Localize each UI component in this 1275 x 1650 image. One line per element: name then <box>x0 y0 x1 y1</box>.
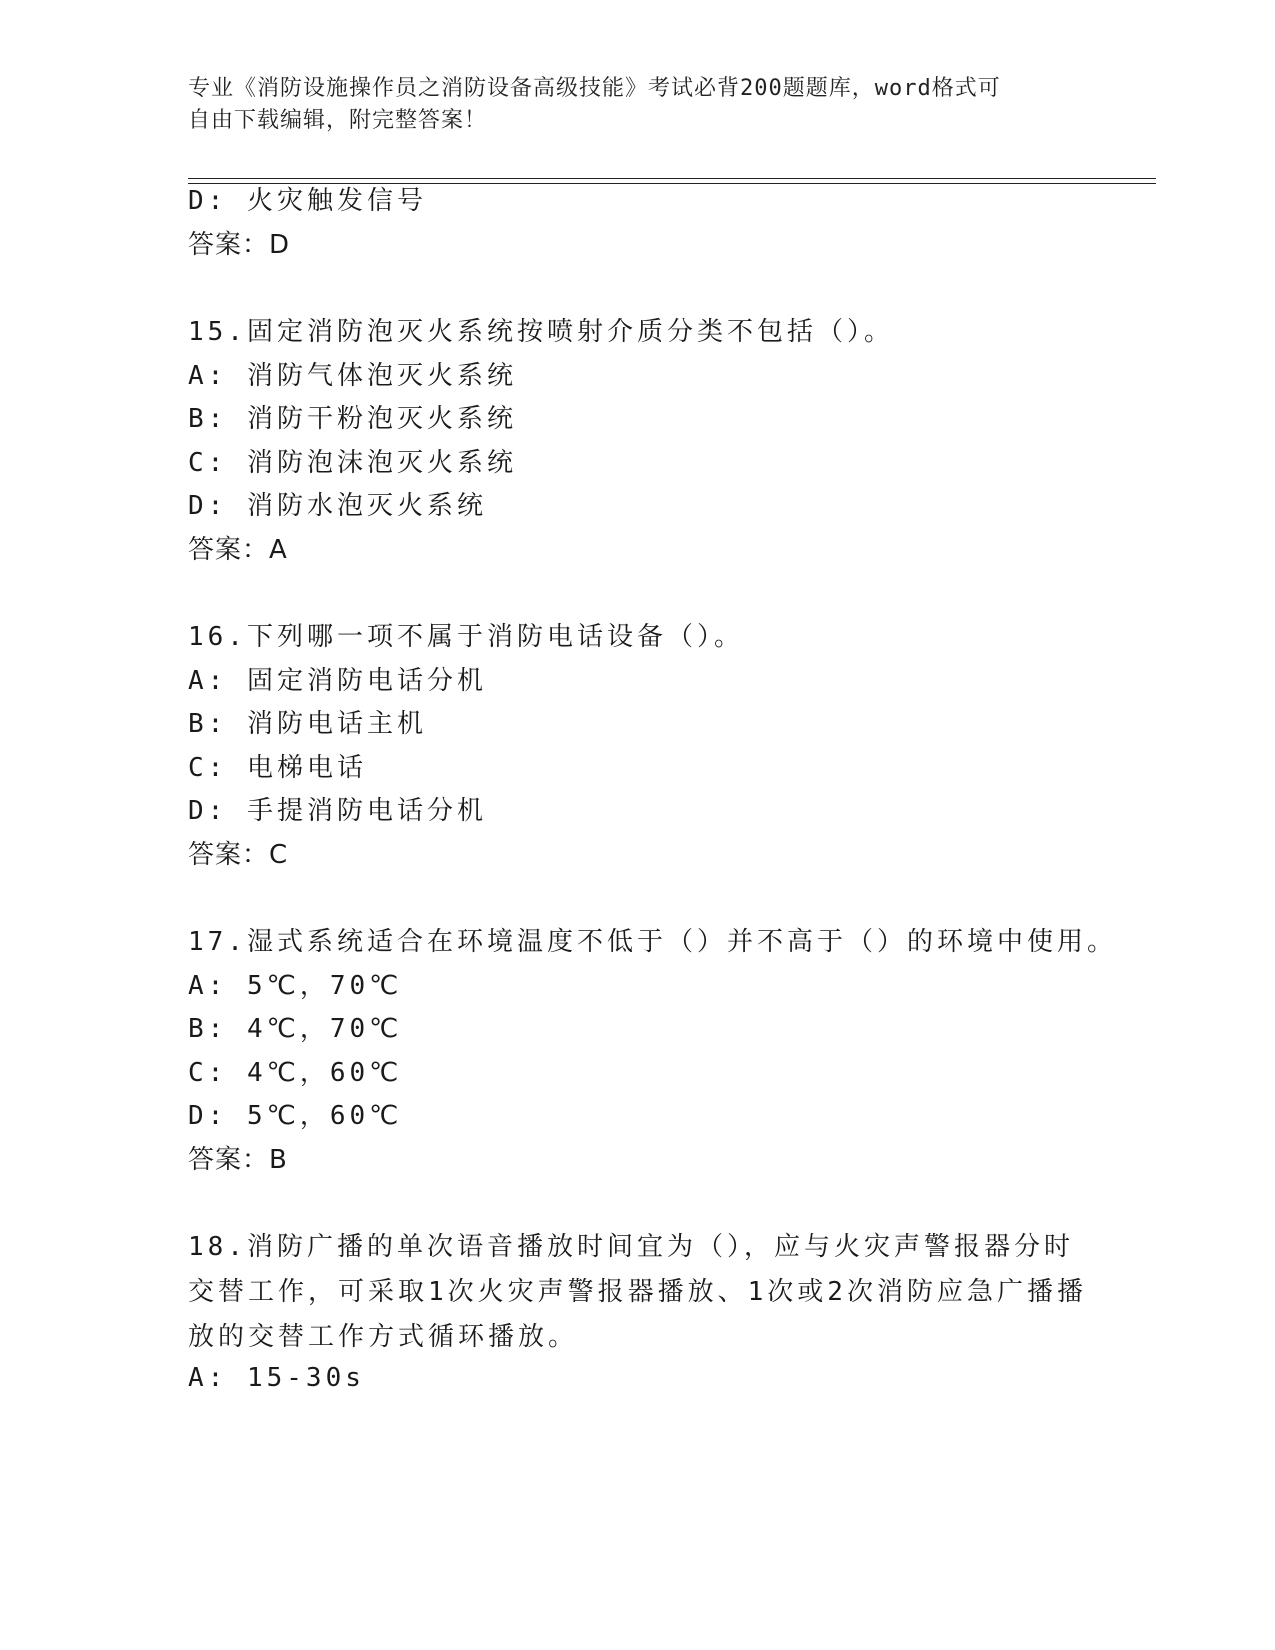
q16-option-d: D: 手提消防电话分机 <box>188 796 487 826</box>
q17-option-a: A: 5℃，70℃ <box>188 971 403 1001</box>
q16-option-b: B: 消防电话主机 <box>188 709 427 739</box>
q15-answer: 答案：A <box>188 535 288 565</box>
q17-answer: 答案：B <box>188 1145 288 1175</box>
q16-question: 16.下列哪一项不属于消防电话设备（）。 <box>188 622 744 652</box>
q16-option-c: C: 电梯电话 <box>188 753 367 783</box>
q15-question: 15.固定消防泡灭火系统按喷射介质分类不包括（）。 <box>188 317 894 347</box>
q17-option-c: C: 4℃，60℃ <box>188 1058 403 1088</box>
q17-option-d: D: 5℃，60℃ <box>188 1101 403 1131</box>
q15-option-d: D: 消防水泡灭火系统 <box>188 491 487 521</box>
q18-question: 18.消防广播的单次语音播放时间宜为（），应与火灾声警报器分时交替工作，可采取1次火灾声警报器播放、1次或2次消防应急广播播放的交替工作方式循环播放。 <box>188 1232 1087 1352</box>
header-title-line-2: 自由下载编辑，附完整答案！ <box>188 108 488 133</box>
document-header <box>188 73 1068 137</box>
header-title-line-1: 专业《消防设施操作员之消防设备高级技能》考试必背200题题库，word格式可 <box>188 76 1001 101</box>
q17-question: 17.湿式系统适合在环境温度不低于（）并不高于（）的环境中使用。 <box>188 927 1117 957</box>
q15-option-b: B: 消防干粉泡灭火系统 <box>188 404 517 434</box>
q18-option-a: A: 15-30s <box>188 1363 365 1393</box>
prev-option-d: D: 火灾触发信号 <box>188 186 427 216</box>
q16-answer: 答案：C <box>188 840 289 870</box>
header-divider-top <box>188 178 1156 179</box>
prev-answer: 答案：D <box>188 230 291 260</box>
q16-option-a: A: 固定消防电话分机 <box>188 666 487 696</box>
q17-option-b: B: 4℃，70℃ <box>188 1014 403 1044</box>
q15-option-c: C: 消防泡沫泡灭火系统 <box>188 448 517 478</box>
q15-option-a: A: 消防气体泡灭火系统 <box>188 361 517 391</box>
